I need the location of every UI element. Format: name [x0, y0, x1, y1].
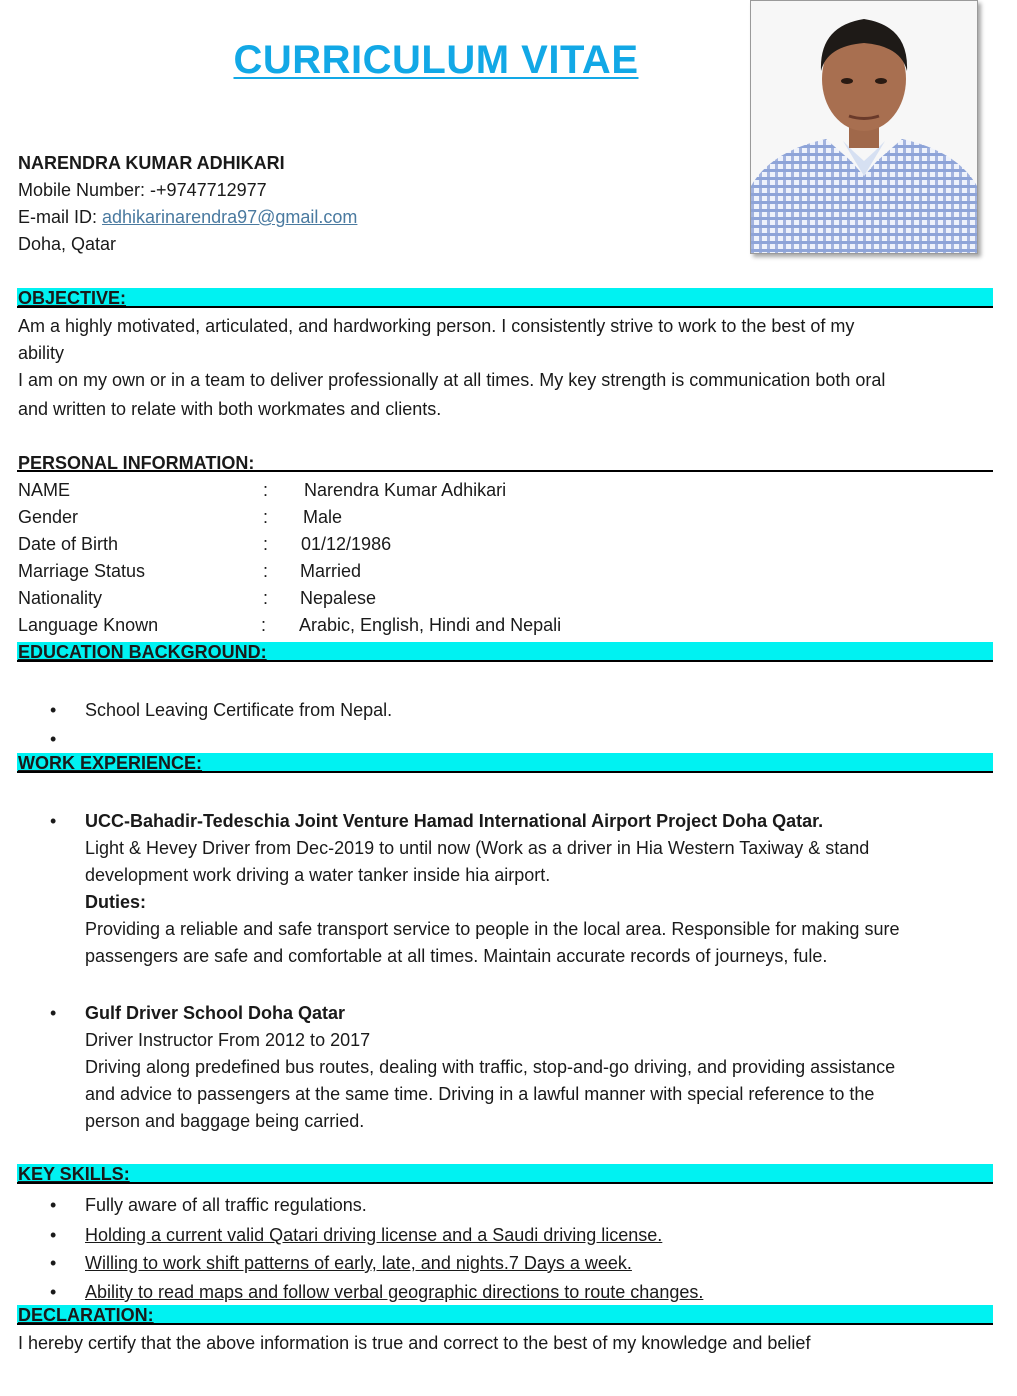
skills-bullet-1: • — [50, 1195, 57, 1215]
pi-language-value: Arabic, English, Hindi and Nepali — [299, 615, 562, 635]
education-bullet-2: • — [50, 729, 57, 749]
email-label: E-mail ID: — [18, 207, 103, 227]
job-1-duties-label: Duties: — [85, 892, 147, 912]
personal-info-rule — [17, 470, 993, 472]
objective-line-1: Am a highly motivated, articulated, and hardworking person. I consistently strive to work to the best of my — [18, 316, 855, 336]
objective-line-4: and written to relate with both workmates and clients. — [18, 399, 442, 419]
declaration-bar — [17, 1305, 993, 1325]
declaration-text: I hereby certify that the above information is true and correct to the best of my knowledge and belief — [18, 1333, 811, 1353]
personal-info-heading: PERSONAL INFORMATION: — [18, 453, 255, 473]
pi-nationality-colon: : — [263, 588, 269, 608]
pi-dob-colon: : — [263, 534, 269, 554]
pi-language-label: Language Known — [18, 615, 159, 635]
job-2-line-3: and advice to passengers at the same time. Driving in a lawful manner with special reference to the — [85, 1084, 875, 1104]
objective-line-2: ability — [18, 343, 65, 363]
pi-language-colon: : — [261, 615, 267, 635]
pi-dob-label: Date of Birth — [18, 534, 119, 554]
education-heading: EDUCATION BACKGROUND: — [18, 642, 267, 662]
pi-gender-colon: : — [263, 507, 269, 527]
job-2-line-2: Driving along predefined bus routes, dealing with traffic, stop-and-go driving, and providing assistance — [85, 1057, 896, 1077]
skills-bar — [17, 1164, 993, 1184]
pi-marriage-label: Marriage Status — [18, 561, 146, 581]
email-row — [18, 207, 357, 228]
skill-item-1: Fully aware of all traffic regulations. — [85, 1195, 367, 1215]
pi-marriage-colon: : — [263, 561, 269, 581]
job-1-duty-2: passengers are safe and comfortable at all times. Maintain accurate records of journeys, fule. — [85, 946, 828, 966]
job-2 — [85, 1000, 985, 1135]
document-title: CURRICULUM VITAE — [233, 38, 639, 82]
declaration-heading: DECLARATION: — [18, 1305, 154, 1325]
job-1 — [85, 808, 985, 970]
job-2-line-1: Driver Instructor From 2012 to 2017 — [85, 1030, 371, 1050]
objective-heading: OBJECTIVE: — [18, 288, 127, 308]
pi-dob-value: 01/12/1986 — [301, 534, 392, 554]
skills-bullet-2: • — [50, 1225, 57, 1245]
skill-item-4: Ability to read maps and follow verbal geographic directions to route changes. — [85, 1282, 704, 1302]
work-bullet-2: • — [50, 1003, 57, 1023]
education-bullet-1: • — [50, 700, 57, 720]
location: Doha, Qatar — [18, 234, 117, 254]
pi-gender-label: Gender — [18, 507, 79, 527]
objective-line-3: I am on my own or in a team to deliver professionally at all times. My key strength is communication both oral — [18, 370, 886, 390]
skill-item-3: Willing to work shift patterns of early, late, and nights.7 Days a week. — [85, 1253, 632, 1273]
profile-photo-image — [751, 1, 977, 253]
email-link[interactable]: adhikarinarendra97@gmail.com — [102, 207, 358, 227]
skill-item-2: Holding a current valid Qatari driving license and a Saudi driving license. — [85, 1225, 663, 1245]
candidate-name: NARENDRA KUMAR ADHIKARI — [18, 153, 285, 173]
skills-bullet-4: • — [50, 1282, 57, 1302]
pi-marriage-value: Married — [300, 561, 362, 581]
objective-text — [18, 313, 988, 423]
education-item-1: School Leaving Certificate from Nepal. — [85, 700, 393, 720]
pi-name-colon: : — [263, 480, 269, 500]
job-2-title: Gulf Driver School Doha Qatar — [85, 1003, 346, 1023]
skills-bullet-3: • — [50, 1253, 57, 1273]
mobile-number: Mobile Number: -+9747712977 — [18, 180, 267, 200]
pi-name-label: NAME — [18, 480, 71, 500]
objective-bar — [17, 288, 993, 308]
work-heading: WORK EXPERIENCE: — [18, 753, 203, 773]
pi-nationality-value: Nepalese — [300, 588, 377, 608]
work-bullet-1: • — [50, 811, 57, 831]
job-1-duty-1: Providing a reliable and safe transport service to people in the local area. Responsible for making sure — [85, 919, 900, 939]
profile-photo — [750, 0, 978, 254]
job-1-line-2: development work driving a water tanker inside hia airport. — [85, 865, 551, 885]
job-1-line-1: Light & Hevey Driver from Dec-2019 to until now (Work as a driver in Hia Western Taxiway & stand — [85, 838, 870, 858]
job-1-title: UCC-Bahadir-Tedeschia Joint Venture Hamad International Airport Project Doha Qatar. — [85, 811, 824, 831]
pi-name-value: Narendra Kumar Adhikari — [304, 480, 507, 500]
pi-gender-value: Male — [303, 507, 343, 527]
job-2-line-4: person and baggage being carried. — [85, 1111, 365, 1131]
pi-nationality-label: Nationality — [18, 588, 103, 608]
skills-heading: KEY SKILLS: — [18, 1164, 130, 1184]
